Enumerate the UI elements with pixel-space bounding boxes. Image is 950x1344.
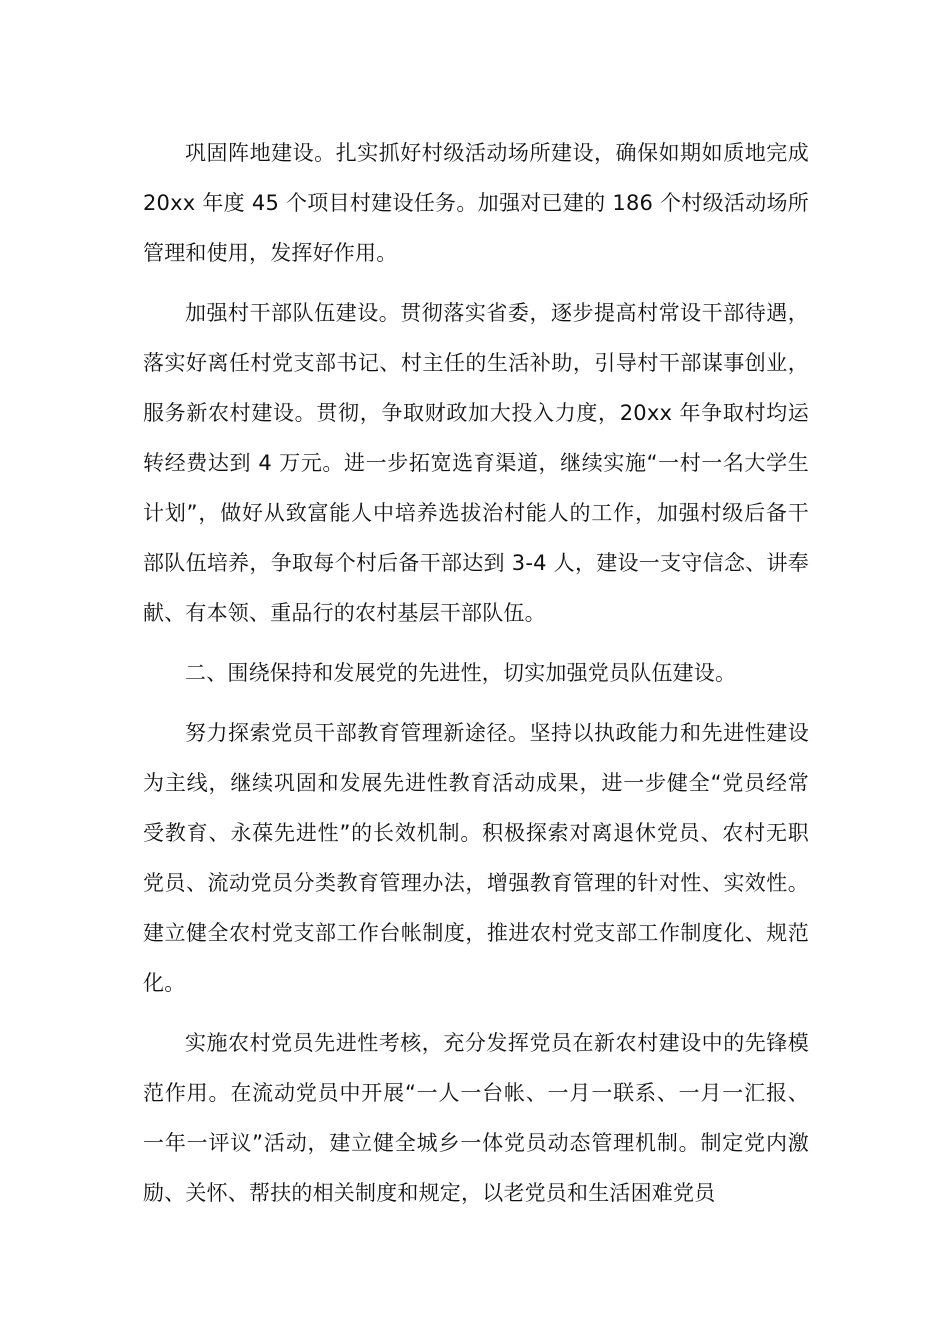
paragraph-village-cadre-team: 加强村干部队伍建设。贯彻落实省委，逐步提高村常设干部待遇，落实好离任村党支部书记、村主任的生活补助，引导村干部谋事创业，服务新农村建设。贯彻，争取财政加大投入力度，20xx 年争取村均运转经费达到 4 万元。进一步拓宽选育渠道，继续实施“一村一名大学生计划”，做好从致富能人中培养选拔治村能人的工作，加强村级后备干部队伍培养，争取每个村后备干部达到 3-4 人，建设一支守信念、讲奉献、有本领、重品行的农村基层干部队伍。 bbox=[143, 301, 809, 625]
paragraph-position-building: 巩固阵地建设。扎实抓好村级活动场所建设，确保如期如质地完成 20xx 年度 45 个项目村建设任务。加强对已建的 186 个村级活动场所管理和使用，发挥好作用。 bbox=[143, 141, 809, 265]
section-heading-party-member-team: 二、围绕保持和发展党的先进性，切实加强党员队伍建设。 bbox=[185, 661, 737, 685]
paragraph-advancement-assessment: 实施农村党员先进性考核，充分发挥党员在新农村建设中的先锋模范作用。在流动党员中开展“一人一台帐、一月一联系、一月一汇报、一年一评议”活动，建立健全城乡一体党员动态管理机制。制定党内激励、关怀、帮扶的相关制度和规定，以老党员和生活困难党员 bbox=[143, 1031, 809, 1205]
document-body bbox=[143, 128, 809, 1228]
paragraph-education-management: 努力探索党员干部教育管理新途径。坚持以执政能力和先进性建设为主线，继续巩固和发展先进性教育活动成果，进一步健全“党员经常受教育、永葆先进性”的长效机制。积极探索对离退休党员、农村无职党员、流动党员分类教育管理办法，增强教育管理的针对性、实效性。建立健全农村党支部工作台帐制度，推进农村党支部工作制度化、规范化。 bbox=[143, 721, 809, 995]
